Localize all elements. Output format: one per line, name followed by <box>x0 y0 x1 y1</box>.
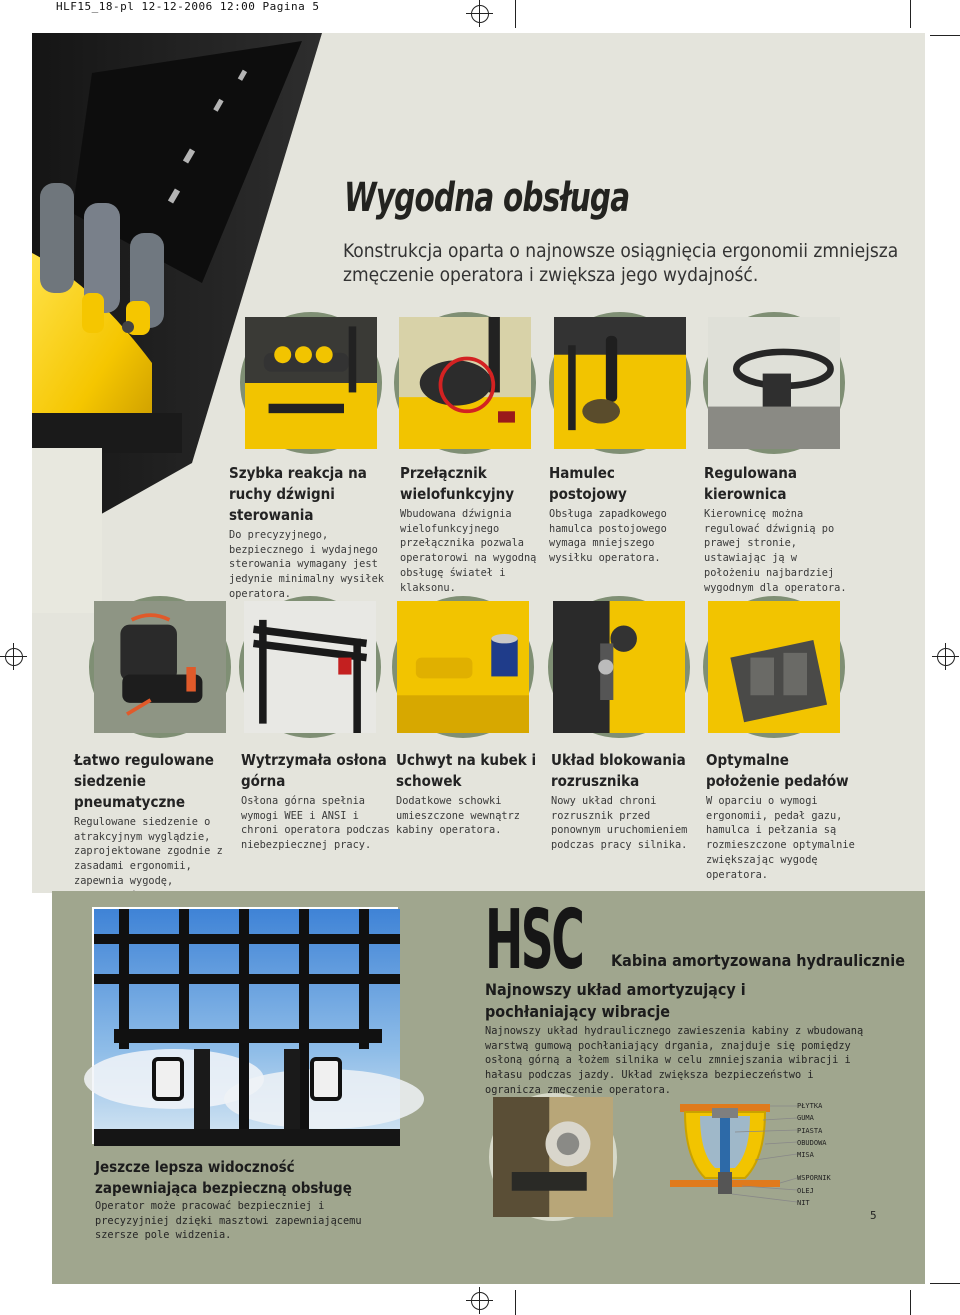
label-hub: PIASTA <box>797 1126 823 1135</box>
circle-photo-ignition-key <box>548 596 690 738</box>
feature-title: Układ blokowania rozrusznika <box>551 751 686 790</box>
feature-multifunction-switch <box>400 463 540 595</box>
page-number: 5 <box>870 1209 877 1222</box>
print-slug: HLF15_18-pl 12-12-2006 12:00 Pagina 5 <box>56 0 320 13</box>
diagram-part-labels <box>797 1100 831 1209</box>
cabin-mount-photo <box>489 1093 617 1221</box>
hsc-subtitle: Najnowszy układ amortyzujący i pochłaniający wibracje <box>485 980 746 1021</box>
registration-mark <box>0 643 28 671</box>
label-rubber: GUMA <box>797 1114 814 1123</box>
feature-text: Do precyzyjnego, bezpiecznego i wydajnego sterowania wymagany jest jedynie minimalny wysiłek operatora. <box>229 529 384 600</box>
hydraulic-mount-diagram <box>660 1098 810 1208</box>
label-housing: OBUDOWA <box>797 1138 827 1147</box>
headline: Wygodna obsługa <box>344 175 630 221</box>
circle-photo-steering-wheel <box>703 312 845 454</box>
feature-steering-wheel <box>704 463 854 595</box>
registration-mark <box>466 0 494 28</box>
comfort-panel <box>32 33 925 893</box>
feature-text: Dodatkowe schowki umieszczone wewnątrz kabiny operatora. <box>396 795 520 837</box>
hsc-logo: HSC <box>485 893 583 988</box>
circle-photo-cup-holder <box>392 596 534 738</box>
feature-text: Wbudowana dźwignia wielofunkcyjnego przełącznika pozwala operatorowi na wygodną obsługę świateł i klaksonu. <box>400 508 537 594</box>
feature-levers <box>229 463 389 602</box>
feature-text: Osłona górna spełnia wymogi WEE i ANSI i chroni operatora podczas niebezpiecznej pracy. <box>241 795 390 852</box>
feature-title: Łatwo regulowane siedzenie pneumatyczne <box>74 751 214 811</box>
circle-photo-pedals <box>703 596 845 738</box>
label-bowl: MISA <box>797 1151 814 1160</box>
circle-photo-parking-brake <box>549 312 691 454</box>
circle-photo-multifunction-switch <box>394 312 536 454</box>
feature-title: Uchwyt na kubek i schowek <box>396 751 537 790</box>
crop-mark <box>910 0 911 28</box>
feature-parking-brake <box>549 463 689 566</box>
feature-title: Wytrzymała osłona górna <box>241 751 387 790</box>
circle-photo-seat <box>89 596 231 738</box>
registration-mark <box>466 1287 494 1315</box>
feature-pedals <box>706 750 856 882</box>
visibility-text: Operator może pracować bezpieczniej i precyzyjniej dzięki masztowi zapewniającemu szersze pole widzenia. <box>95 1200 362 1242</box>
crop-mark <box>930 35 960 36</box>
label-rivet: NIT <box>797 1199 810 1208</box>
feature-title: Hamulec postojowy <box>549 464 627 503</box>
subheadline: Konstrukcja oparta o najnowsze osiągnięcia ergonomii zmniejsza zmęczenie operatora i zwiększa jego wydajność. <box>343 240 899 286</box>
feature-title: Przełącznik wielofunkcyjny <box>400 464 515 503</box>
feature-text: W oparciu o wymogi ergonomii, pedał gazu, hamulca i pełzania są rozmieszczone optymalnie zwiększając wygodę operatora. <box>706 795 855 881</box>
visibility-title: Jeszcze lepsza widoczność zapewniająca bezpieczną obsługę <box>95 1158 352 1197</box>
cabin-visibility-photo <box>92 907 398 1144</box>
feature-title: Szybka reakcja na ruchy dźwigni sterowania <box>229 464 367 524</box>
label-oil: OLEJ <box>797 1186 814 1195</box>
hsc-tagline: Kabina amortyzowana hydraulicznie <box>611 951 905 970</box>
crop-mark <box>930 1283 960 1284</box>
feature-text: Obsługa zapadkowego hamulca postojowego wymaga mniejszego wysiłku operatora. <box>549 508 667 565</box>
circle-photo-levers <box>240 312 382 454</box>
feature-text: Kierownicę można regulować dźwignią po prawej stronie, ustawiając ją w położeniu najbardziej wygodnym dla operatora. <box>704 508 847 594</box>
crop-mark <box>515 1290 516 1315</box>
crop-mark <box>515 0 516 28</box>
circle-photo-overhead-guard <box>239 596 381 738</box>
feature-overhead-guard <box>241 750 391 853</box>
feature-title: Regulowana kierownica <box>704 464 797 503</box>
feature-text: Nowy układ chroni rozrusznik przed ponownym uruchomieniem podczas pracy silnika. <box>551 795 688 852</box>
feature-starter-interlock <box>551 750 701 853</box>
feature-title: Optymalne położenie pedałów <box>706 751 849 790</box>
feature-cup-holder <box>396 750 541 838</box>
label-plate: PŁYTKA <box>797 1102 823 1110</box>
crop-mark <box>910 1290 911 1315</box>
registration-mark <box>932 643 960 671</box>
label-bracket: WSPORNIK <box>797 1174 831 1183</box>
hsc-description: Najnowszy układ hydraulicznego zawieszenia kabiny z wbudowaną warstwą gumową pochłaniający drgania, znajduje się pomiędzy osłoną górną a łożem silnika w celu zmniejszania wibracji i hałasu podczas jazdy. Układ zwiększa bezpieczeństwo i ogranicza zmęczenie operatora. <box>485 1025 864 1096</box>
feature-text: Regulowane siedzenie o atrakcyjnym wyglądzie, zaprojektowane zgodnie z zasadami ergonomii, zapewnia wygodę, <box>74 816 223 887</box>
